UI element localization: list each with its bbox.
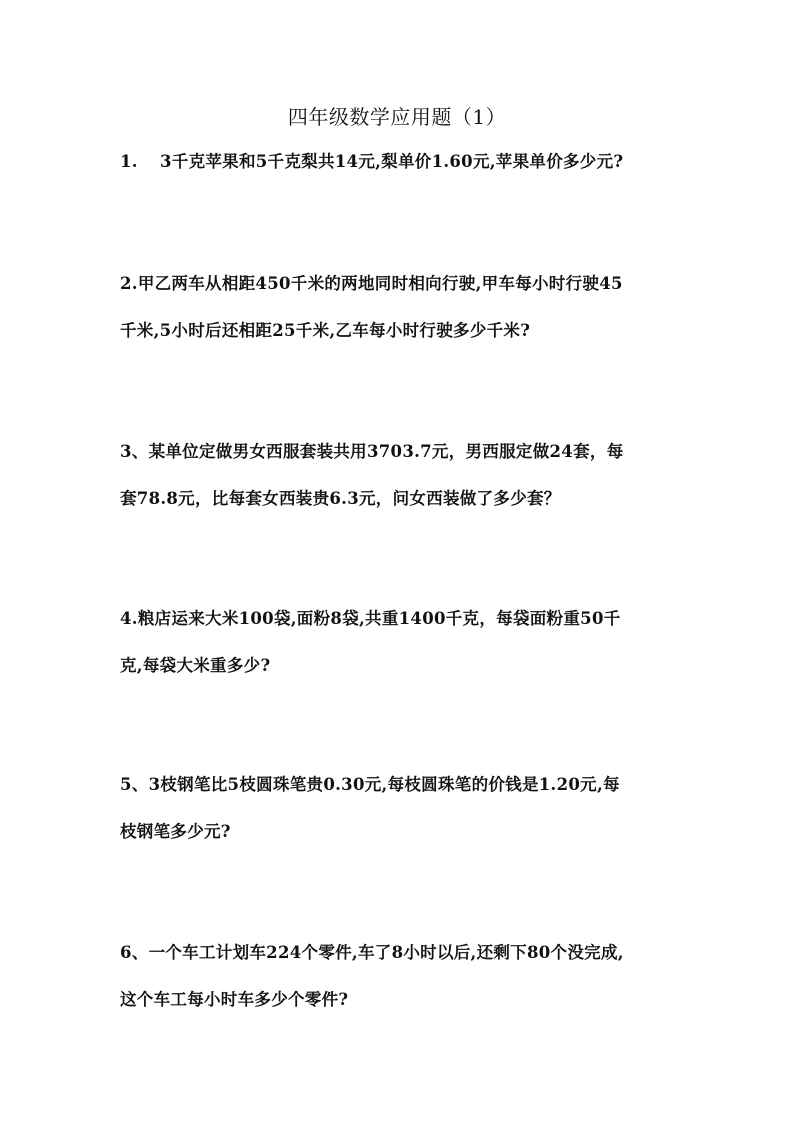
question-5 [120, 767, 682, 850]
question-4-line-2: 克,每袋大米重多少? [120, 656, 271, 675]
question-4 [120, 601, 682, 684]
question-2 [120, 266, 682, 349]
question-1-text: 3千克苹果和5千克梨共14元,梨单价1.60元,苹果单价多少元? [160, 152, 624, 171]
question-3-line-1: 3、某单位定做男女西服套装共用3703.7元，男西服定做24套，每 [120, 442, 624, 461]
question-1-line-1 [120, 144, 682, 180]
worksheet-title: 四年级数学应用题（1） [287, 105, 507, 129]
question-6 [120, 935, 682, 1018]
question-5-line-1: 5、3枝钢笔比5枝圆珠笔贵0.30元,每枝圆珠笔的价钱是1.20元,每 [120, 775, 620, 794]
question-2-line-2: 千米,5小时后还相距25千米,乙车每小时行驶多少千米? [120, 321, 531, 340]
question-6-line-1: 6、一个车工计划车224个零件,车了8小时以后,还剩下80个没完成, [120, 943, 624, 962]
question-1-number: 1. [120, 152, 138, 171]
question-2-line-1: 2.甲乙两车从相距450千米的两地同时相向行驶,甲车每小时行驶45 [120, 274, 623, 293]
question-1 [120, 144, 682, 180]
question-5-line-2: 枝钢笔多少元? [120, 822, 231, 841]
question-4-line-1: 4.粮店运来大米100袋,面粉8袋,共重1400千克，每袋面粉重50千 [120, 609, 621, 628]
question-3-line-2: 套78.8元，比每套女西装贵6.3元，问女西装做了多少套？ [120, 489, 561, 508]
question-6-line-2: 这个车工每小时车多少个零件? [120, 990, 349, 1009]
question-3 [120, 434, 682, 517]
